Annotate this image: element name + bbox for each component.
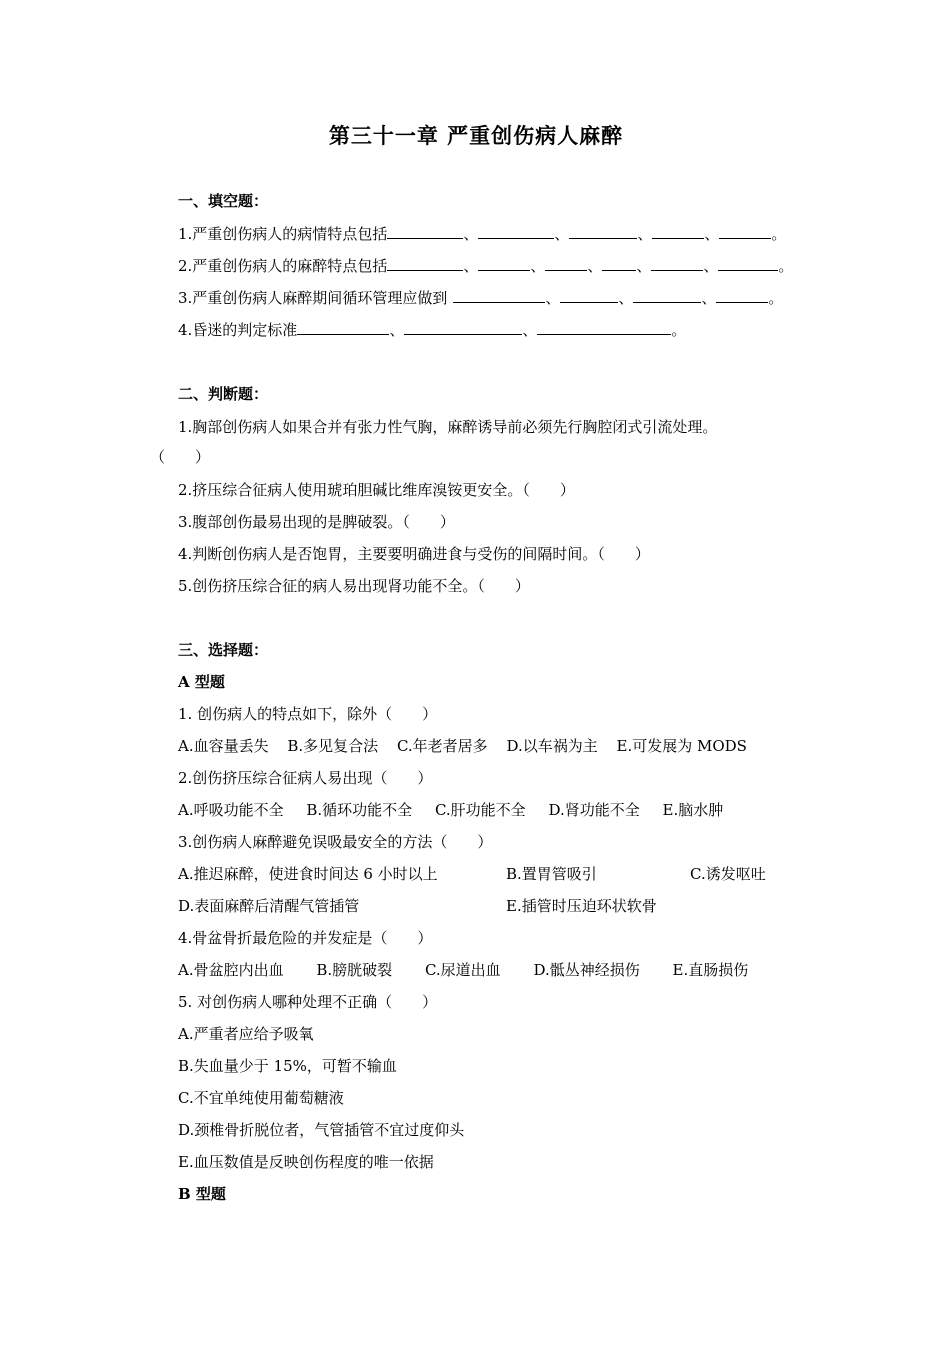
separator: 、 (463, 225, 479, 243)
option-a[interactable]: A.骨盆腔内出血 (178, 961, 284, 979)
choice-question-5: 5. 对创伤病人哪种处理不正确（ ） (178, 993, 438, 1011)
fill-question-2 (178, 255, 793, 276)
answer-blank[interactable] (404, 320, 522, 335)
answer-blank[interactable] (651, 256, 703, 271)
choice-question-1: 1. 创伤病人的特点如下，除外（ ） (178, 705, 438, 723)
section-heading-choice: 三、选择题： (178, 641, 269, 659)
page-title: 第三十一章 严重创伤病人麻醉 (328, 123, 624, 148)
option-c[interactable]: C.肝功能不全 (434, 801, 526, 819)
choice-options-1 (178, 735, 747, 756)
answer-blank[interactable] (652, 224, 704, 239)
section-heading-fill-in: 一、填空题： (178, 192, 269, 210)
judge-question-2: 2.挤压综合征病人使用琥珀胆碱比维库溴铵更安全。（ ） (178, 481, 575, 499)
option-d[interactable]: D.颈椎骨折脱位者，气管插管不宜过度仰头 (178, 1121, 465, 1139)
choice-question-3: 3.创伤病人麻醉避免误吸最安全的方法（ ） (178, 833, 493, 851)
option-d[interactable]: D.骶丛神经损伤 (533, 961, 640, 979)
option-b[interactable]: B.置胃管吸引 (506, 865, 597, 883)
section-heading-true-false: 二、判断题： (178, 385, 269, 403)
separator: 、 (522, 321, 538, 339)
separator: 、 (701, 289, 717, 307)
sentence-end: 。 (771, 225, 787, 243)
sentence-end: 。 (778, 257, 794, 275)
separator: 、 (703, 257, 719, 275)
option-e[interactable]: E.血压数值是反映创伤程度的唯一依据 (178, 1153, 434, 1171)
option-c[interactable]: C.尿道出血 (424, 961, 501, 979)
option-c[interactable]: C.诱发呕吐 (690, 865, 766, 883)
option-a[interactable]: A.血容量丢失 (178, 737, 269, 755)
option-a[interactable]: A.呼吸功能不全 (178, 801, 284, 819)
separator: 、 (554, 225, 570, 243)
answer-blank[interactable] (719, 224, 771, 239)
choice-options-3-row1 (178, 863, 438, 884)
question-text: 2.严重创伤病人的麻醉特点包括 (178, 257, 388, 275)
answer-blank[interactable] (633, 288, 701, 303)
option-e[interactable]: E.插管时压迫环状软骨 (506, 897, 657, 915)
answer-blank[interactable] (560, 288, 618, 303)
separator: 、 (636, 257, 652, 275)
answer-blank[interactable] (718, 256, 778, 271)
question-text: 4.昏迷的判定标准 (178, 321, 298, 339)
fill-question-4 (178, 319, 686, 340)
separator: 、 (587, 257, 603, 275)
option-a[interactable]: A.推迟麻醉，使进食时间达 6 小时以上 (178, 865, 438, 883)
judge-question-1: 1.胸部创伤病人如果合并有张力性气胸，麻醉诱导前必须先行胸腔闭式引流处理。 (178, 418, 718, 436)
separator: 、 (704, 225, 720, 243)
option-b[interactable]: B.膀胱破裂 (316, 961, 393, 979)
judge-answer-bracket[interactable]: （ ） (150, 448, 211, 466)
subheading-type-a: A 型题 (178, 673, 225, 691)
option-c[interactable]: C.年老者居多 (396, 737, 488, 755)
answer-blank[interactable] (387, 256, 463, 271)
answer-blank[interactable] (478, 224, 554, 239)
judge-question-3: 3.腹部创伤最易出现的是脾破裂。（ ） (178, 513, 455, 531)
option-e[interactable]: E.可发展为 MODS (616, 737, 747, 755)
answer-blank[interactable] (453, 288, 545, 303)
separator: 、 (618, 289, 634, 307)
separator: 、 (463, 257, 479, 275)
answer-blank[interactable] (478, 256, 530, 271)
option-b[interactable]: B.失血量少于 15%，可暂不输血 (178, 1057, 397, 1075)
fill-question-1 (178, 223, 786, 244)
choice-question-2: 2.创伤挤压综合征病人易出现（ ） (178, 769, 433, 787)
judge-question-5: 5.创伤挤压综合征的病人易出现肾功能不全。（ ） (178, 577, 530, 595)
option-c[interactable]: C.不宜单纯使用葡萄糖液 (178, 1089, 344, 1107)
question-text: 1.严重创伤病人的病情特点包括 (178, 225, 388, 243)
option-d[interactable]: D.以车祸为主 (506, 737, 598, 755)
answer-blank[interactable] (716, 288, 768, 303)
answer-blank[interactable] (537, 320, 671, 335)
question-text: 3.严重创伤病人麻醉期间循环管理应做到 (178, 289, 448, 307)
option-e[interactable]: E.直肠损伤 (672, 961, 749, 979)
answer-blank[interactable] (545, 256, 587, 271)
sentence-end: 。 (768, 289, 784, 307)
choice-options-2 (178, 799, 723, 820)
separator: 、 (637, 225, 653, 243)
option-b[interactable]: B.多见复合法 (287, 737, 379, 755)
option-a[interactable]: A.严重者应给予吸氧 (178, 1025, 314, 1043)
subheading-type-b: B 型题 (178, 1185, 226, 1203)
separator: 、 (389, 321, 405, 339)
answer-blank[interactable] (297, 320, 389, 335)
separator: 、 (545, 289, 561, 307)
sentence-end: 。 (671, 321, 687, 339)
judge-question-4: 4.判断创伤病人是否饱胃，主要要明确进食与受伤的间隔时间。（ ） (178, 545, 650, 563)
answer-blank[interactable] (569, 224, 637, 239)
fill-question-3 (178, 287, 783, 308)
answer-blank[interactable] (387, 224, 463, 239)
choice-question-4: 4.骨盆骨折最危险的并发症是（ ） (178, 929, 433, 947)
option-e[interactable]: E.脑水肿 (662, 801, 724, 819)
option-b[interactable]: B.循环功能不全 (306, 801, 413, 819)
answer-blank[interactable] (602, 256, 636, 271)
separator: 、 (530, 257, 546, 275)
option-d[interactable]: D.表面麻醉后清醒气管插管 (178, 897, 360, 915)
choice-options-4 (178, 959, 748, 980)
option-d[interactable]: D.肾功能不全 (548, 801, 640, 819)
